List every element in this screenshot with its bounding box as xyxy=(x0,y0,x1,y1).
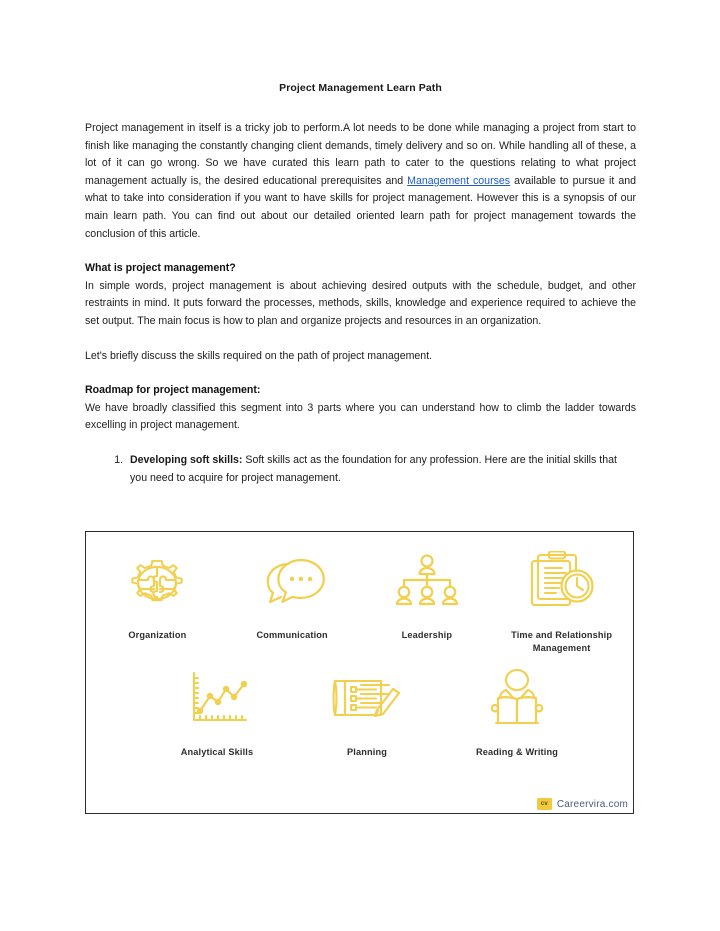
list-item-title: Developing soft skills: xyxy=(130,453,243,466)
skill-label: Organization xyxy=(128,630,187,640)
what-is-project-management-paragraph: In simple words, project management is about achieving desired outputs with the schedule, budget, and other restraints in mind. It puts forward the processes, methods, skills, knowledge and experience required to achieve the set output. The main focus is how to plan and organize projects and resources in an organization. xyxy=(85,279,636,327)
skill-label: Reading & Writing xyxy=(475,747,558,757)
skill-label: Planning xyxy=(347,747,387,757)
skill-cell-reading-writing xyxy=(442,666,592,759)
org-chart-people-icon xyxy=(391,549,463,617)
skill-label: Leadership xyxy=(401,630,453,640)
careervira-logo-badge: cv xyxy=(537,798,552,810)
skill-label: Time and Relationship Management xyxy=(511,630,613,653)
management-courses-link[interactable]: Management courses xyxy=(407,174,511,187)
heading-roadmap: Roadmap for project management: xyxy=(85,384,261,397)
figure-row-top xyxy=(86,532,633,654)
skill-cell-leadership xyxy=(360,549,495,654)
careervira-watermark-text: Careervira.com xyxy=(556,798,628,810)
heading-what-is-project-management: What is project management? xyxy=(85,262,236,275)
skill-cell-planning xyxy=(292,666,442,759)
page-title: Project Management Learn Path xyxy=(279,82,442,94)
speech-bubbles-icon xyxy=(254,549,330,617)
spacer xyxy=(85,243,636,260)
figure-row-bottom xyxy=(86,654,633,759)
intro-text-before-link: Project management in itself is a tricky job to perform.A lot needs to be done while managing a project from start to finish like managing the constantly changing client demands, timely delivery and so on. While handling all of these, a lot of it can go wrong. So we have curated this learn path to cater to the questions relating to what project management actually is, the desired educational prerequisites and xyxy=(85,122,636,187)
roadmap-paragraph: We have broadly classified this segment into 3 parts where you can understand how to climb the ladder towards excelling in project management. xyxy=(85,401,636,432)
document-body xyxy=(85,82,636,487)
clipboard-clock-icon xyxy=(526,549,598,617)
roadmap-ordered-list xyxy=(85,452,636,487)
line-chart-icon xyxy=(184,666,250,734)
skill-cell-organization xyxy=(90,549,225,654)
list-item xyxy=(126,452,636,487)
skill-label: Analytical Skills xyxy=(180,747,254,757)
blueprint-pencil-icon xyxy=(331,666,403,734)
skill-cell-analytical-skills xyxy=(142,666,292,759)
intro-paragraph xyxy=(85,120,636,243)
spacer xyxy=(85,331,636,348)
list-item-text xyxy=(130,452,636,487)
spacer xyxy=(85,365,636,382)
careervira-watermark xyxy=(537,798,628,810)
intro-text-after-link: available to pursue it and what to take into consideration if you want to have skills for project management. However this is a synopsis of our main learn path. You can find out about our detailed oriented learn path for project management towards the conclusion of this article. xyxy=(85,174,637,240)
list-item-body: Soft skills act as the foundation for any profession. Here are the initial skills that you need to acquire for project management. xyxy=(130,453,617,484)
transition-paragraph: Let's briefly discuss the skills required on the path of project management. xyxy=(85,349,433,362)
skill-cell-time-relationship-management xyxy=(494,549,629,654)
skill-cell-communication xyxy=(225,549,360,654)
person-reading-book-icon xyxy=(484,666,550,734)
soft-skills-figure xyxy=(85,531,634,814)
skill-label: Communication xyxy=(256,630,328,640)
gear-puzzle-icon xyxy=(124,549,190,617)
